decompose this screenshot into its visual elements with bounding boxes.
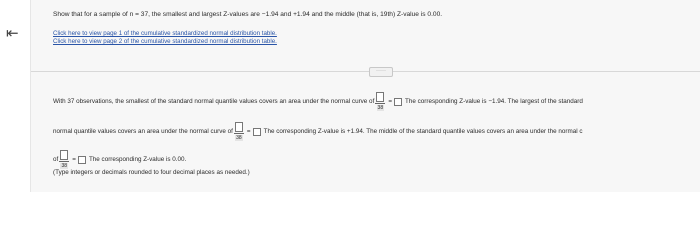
answer-line-3 <box>53 150 186 169</box>
fraction-bar <box>59 161 69 162</box>
problem-statement: Show that for a sample of n = 37, the smallest and largest Z-values are −1.94 and +1.94 and the middle (that is, 19th) Z-value is 0.00. <box>53 11 443 18</box>
denominator: 38 <box>236 135 242 141</box>
equals-sign: = <box>246 128 251 135</box>
answer-text: With 37 observations, the smallest of the standard normal quantile values covers an area under the normal curve of <box>53 98 375 105</box>
numerator-input-smallest[interactable] <box>376 92 384 102</box>
area-input-largest[interactable] <box>253 128 261 136</box>
equals-sign: = <box>388 98 393 105</box>
denominator: 38 <box>377 105 384 111</box>
answer-text: The corresponding Z-value is +1.94. The middle of the standard quantile values covers an area under the normal c <box>263 128 583 135</box>
answer-text: The corresponding Z-value is −1.94. The largest of the standard <box>405 98 583 105</box>
expand-button[interactable]: ····· <box>369 67 393 77</box>
answer-line-1 <box>53 92 583 111</box>
instruction-note: (Type integers or decimals rounded to four decimal places as needed.) <box>53 169 250 176</box>
equals-sign: = <box>72 156 76 163</box>
answer-line-2 <box>53 122 583 141</box>
back-arrow-icon[interactable]: ⇤ <box>6 25 19 42</box>
area-input-smallest[interactable] <box>394 98 402 106</box>
answer-text: of <box>53 156 59 163</box>
divider <box>31 71 700 72</box>
fraction-largest <box>234 122 244 141</box>
fraction-smallest <box>375 92 385 111</box>
area-input-middle[interactable] <box>78 156 86 164</box>
numerator-input-middle[interactable] <box>60 150 68 160</box>
denominator: 38 <box>61 163 68 169</box>
fraction-bar <box>375 103 385 104</box>
numerator-input-largest[interactable] <box>235 122 243 132</box>
fraction-middle <box>59 150 69 169</box>
question-panel <box>30 0 700 192</box>
link-table-page-2[interactable]: Click here to view page 2 of the cumulative standardized normal distribution table. <box>53 38 277 45</box>
link-table-page-1[interactable]: Click here to view page 1 of the cumulative standardized normal distribution table. <box>53 30 277 37</box>
answer-text: The corresponding Z-value is 0.00. <box>88 156 187 163</box>
answer-text: normal quantile values covers an area under the normal curve of <box>53 128 233 135</box>
fraction-bar <box>234 133 244 134</box>
